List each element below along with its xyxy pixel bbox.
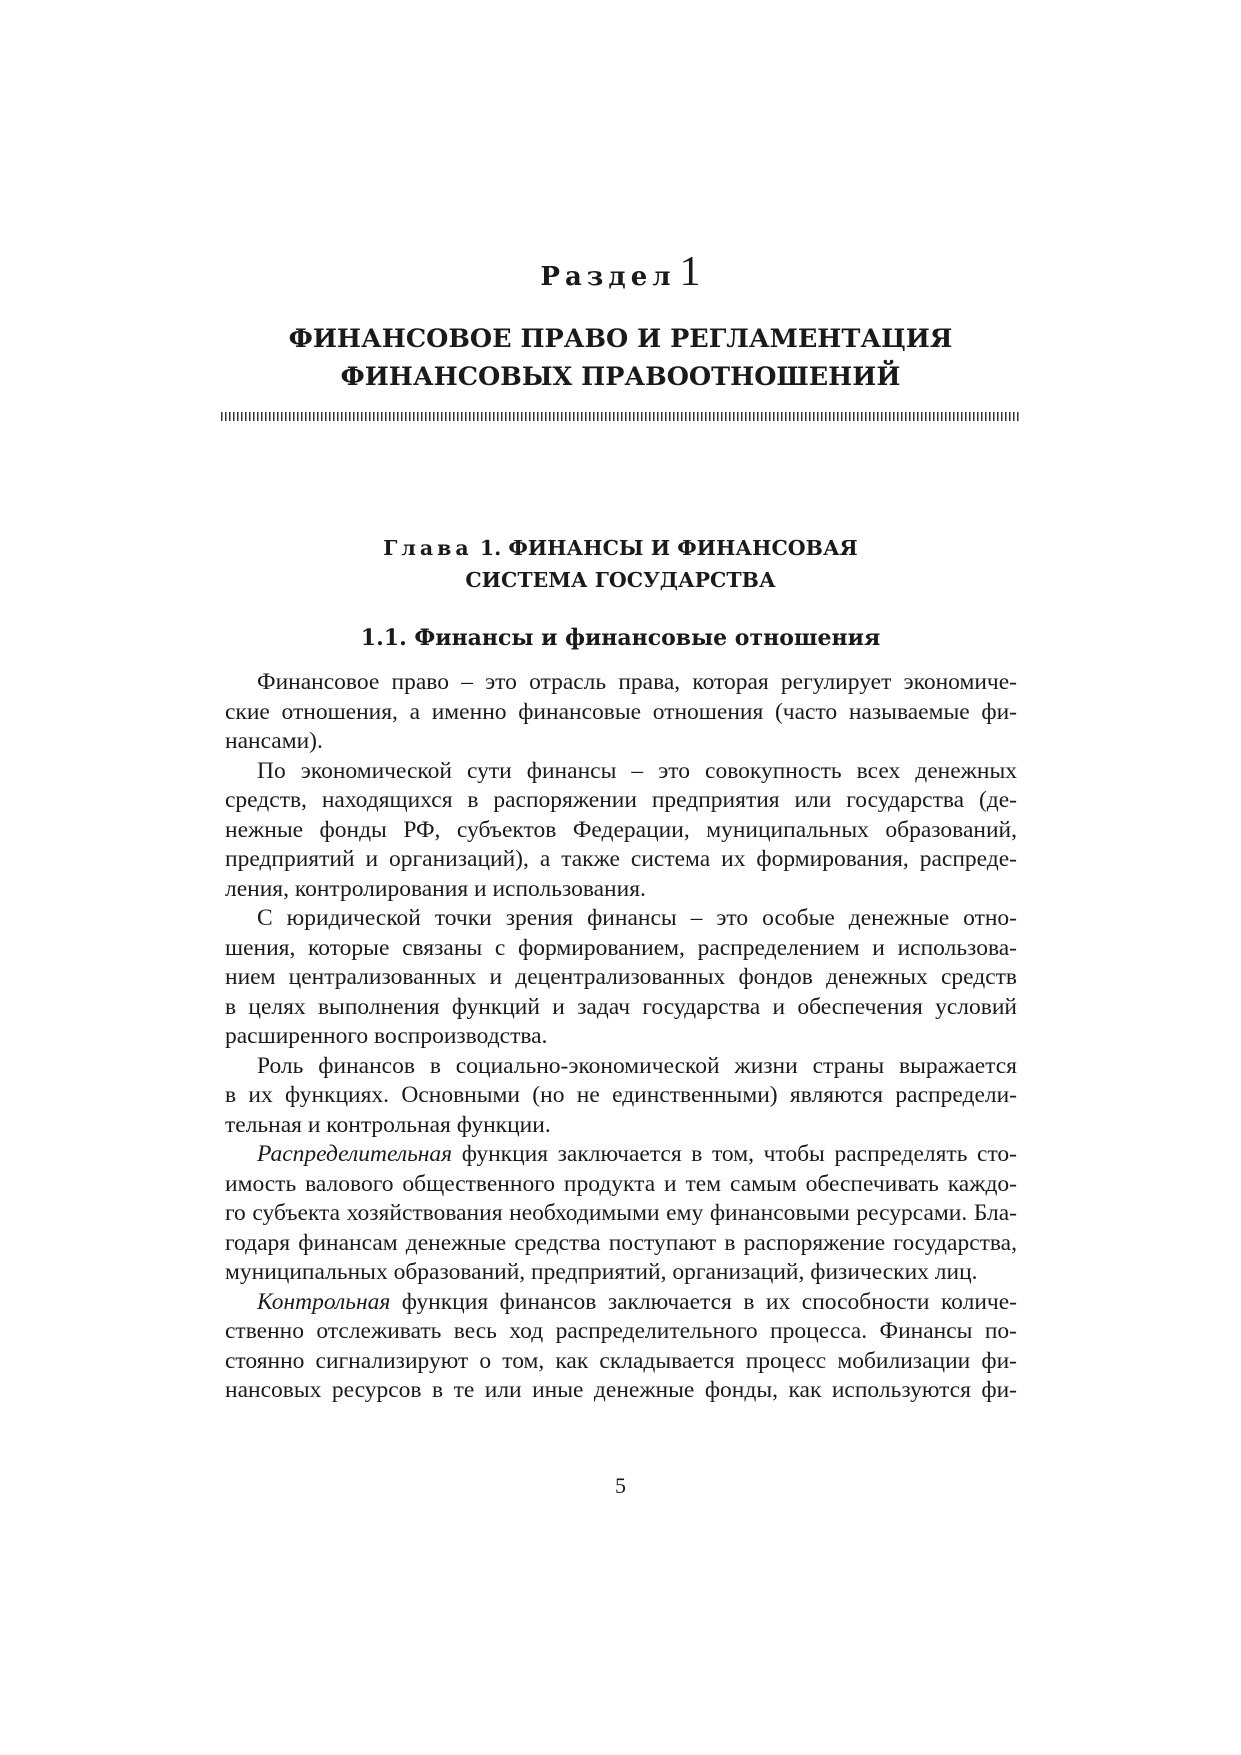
italic-term: Распределительная [257,1141,453,1167]
text-line: в их функциях. Основными (но не единственными) являются распредели- [225,1082,1017,1108]
text-line: го субъекта хозяйствования необходимыми ему финансовыми ресурсами. Бла- [225,1200,1017,1226]
decorative-divider [221,412,1021,421]
text-line: нансами). [225,728,323,754]
text-line: средств, находящихся в распоряжении предприятия или государства (де- [225,787,1017,813]
text-line: в целях выполнения функций и задач государства и обеспечения условий [225,993,1017,1020]
text-line [225,1288,1017,1318]
paragraph [225,904,1017,1052]
chapter-title-line: СИСТЕМА ГОСУДАРСТВА [465,568,776,592]
section-number: 1 [679,249,701,295]
text-line: нежные фонды РФ, субъектов Федерации, муниципальных образований, [225,816,1017,843]
text-line: По экономической сути финансы – это совокупность всех денежных [257,757,1017,784]
text-line: ления, контролирования и использования. [225,875,646,902]
paragraph [225,1288,1017,1406]
text-line: Финансовое право – это отрасль права, которая регулирует экономиче- [257,669,1017,695]
section-title [0,320,1241,396]
chapter-title-line [0,532,1241,564]
paragraph [225,1140,1017,1288]
text-line: нием централизованных и децентрализованных фондов денежных средств [225,964,1017,990]
page-number: 5 [615,1473,626,1498]
text-line: предприятий и организаций), а также система их формирования, распреде- [225,846,1017,872]
section-label: Раздел [540,262,676,292]
chapter-title-text: 1. ФИНАНСЫ И ФИНАНСОВАЯ [479,536,858,560]
text-line: шения, которые связаны с формированием, распределением и использова- [225,934,1017,961]
paragraph [225,1052,1017,1141]
text-line: нансовых ресурсов в те или иные денежные фонды, как используются фи- [225,1377,1017,1403]
subsection-title: 1.1. Финансы и финансовые отношения [360,625,881,651]
text-line: Роль финансов в социально-экономической жизни страны выражается [257,1052,1017,1079]
text-fragment: функция финансов заключается в их способности количе- [390,1288,1017,1315]
text-line [225,1140,1017,1170]
text-fragment: функция заключается в том, чтобы распределять сто- [452,1141,1017,1167]
paragraph [225,668,1017,757]
italic-term: Контрольная [257,1288,391,1315]
text-line: муниципальных образований, предприятий, организаций, физических лиц. [225,1259,978,1285]
text-line: имость валового общественного продукта и тем самым обеспечивать каждо- [225,1170,1017,1197]
chapter-title [0,532,1241,596]
body-text [225,668,1017,1406]
text-line: стоянно сигнализируют о том, как складывается процесс мобилизации фи- [225,1347,1017,1374]
section-title-line: ФИНАНСОВЫХ ПРАВООТНОШЕНИЙ [340,362,901,392]
text-line: С юридической точки зрения финансы – это особые денежные отно- [257,905,1017,931]
text-line: расширенного воспроизводства. [225,1023,548,1049]
chapter-label: Глава [383,536,473,560]
section-heading [0,249,1241,297]
section-title-line: ФИНАНСОВОЕ ПРАВО И РЕГЛАМЕНТАЦИЯ [288,324,953,354]
text-line: годаря финансам денежные средства поступают в распоряжение государства, [225,1229,1017,1256]
paragraph [225,757,1017,905]
text-line: тельная и контрольная функции. [225,1111,551,1138]
text-line: ские отношения, а именно финансовые отношения (часто называемые фи- [225,698,1017,725]
text-line: ственно отслеживать весь ход распределительного процесса. Финансы по- [225,1318,1017,1344]
